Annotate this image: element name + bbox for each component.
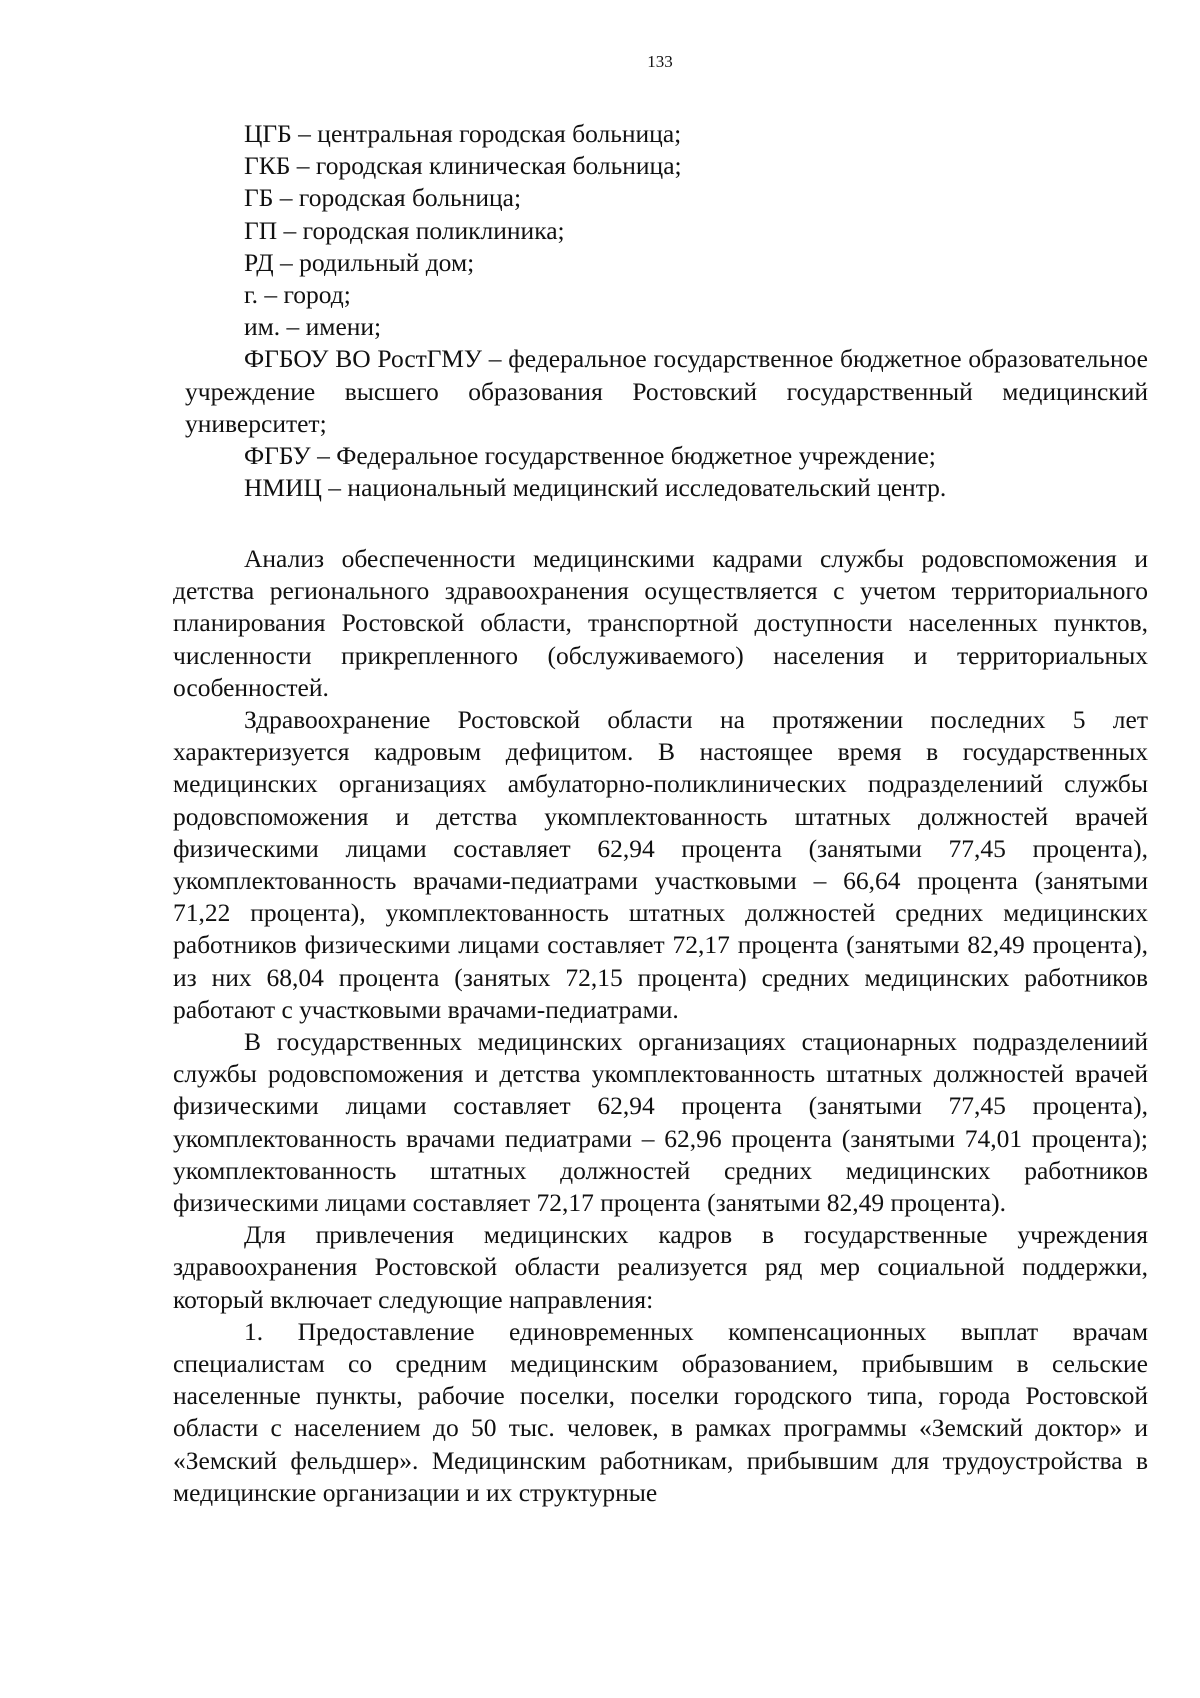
abbreviation-item: ГБ – городская больница; [244,183,522,213]
abbreviation-item: ФГБОУ ВО РостГМУ – федеральное государственное бюджетное образовательное учреждение высшего образования Ростовский государственный медицинский университет; [185,344,1148,438]
abbreviation-item: г. – город; [244,280,351,310]
abbreviation-item: ЦГБ – центральная городская больница; [244,119,682,148]
abbreviation-item: им. – имени; [244,312,382,342]
list-item-paragraph: 1. Предоставление единовременных компенсационных выплат врачам специалистам со средним медицинским образованием, прибывшим в сельские населенные пункты, рабочие поселки, поселки городского типа, города Ростовской области с населением до 50 тыс. человек, в рамках программы «Земский доктор» и «Земский фельдшер». Медицинским работникам, прибывшим для трудоустройства в медицинские организации и их структурные [173,1316,1148,1507]
paragraph: Анализ обеспеченности медицинскими кадрами службы родовспоможения и детства регионального здравоохранения осуществляется с учетом территориального планирования Ростовской области, транспортной доступности населенных пунктов, численности прикрепленного (обслуживаемого) населения и территориальных особенностей. [173,544,1148,702]
abbreviation-list [185,118,1148,504]
body-text [173,543,1148,1509]
paragraph: Здравоохранение Ростовской области на протяжении последних 5 лет характеризуется кадровым дефицитом. В настоящее время в государственных медицинских организациях амбулаторно-поликлинических подразделениий службы родовспоможения и детства укомплектованность штатных должностей врачей физическими лицами составляет 62,94 процента (занятыми 77,45 процента), укомплектованность врачами-педиатрами участковыми – 66,64 процента (занятыми 71,22 процента), укомплектованность штатных должностей средних медицинских работников физическими лицами составляет 72,17 процента (занятыми 82,49 процента), из них 68,04 процента (занятых 72,15 процента) средних медицинских работников работают с участковыми врачами-педиатрами. [173,705,1148,1024]
page-number: 133 [647,52,673,71]
paragraph: Для привлечения медицинских кадров в государственные учреждения здравоохранения Ростовской области реализуется ряд мер социальной поддержки, который включает следующие направления: [173,1220,1148,1314]
abbreviation-item: РД – родильный дом; [244,247,475,277]
abbreviation-item: ГКБ – городская клиническая больница; [244,151,682,181]
abbreviation-item: ФГБУ – Федеральное государственное бюджетное учреждение; [244,441,936,471]
abbreviation-item: ГП – городская поликлиника; [244,215,565,245]
abbreviation-item: НМИЦ – национальный медицинский исследовательский центр. [244,473,947,503]
paragraph: В государственных медицинских организациях стационарных подразделениий службы родовспоможения и детства укомплектованность штатных должностей врачей физическими лицами составляет 62,94 процента (занятыми 77,45 процента), укомплектованность врачами педиатрами – 62,96 процента (занятыми 74,01 процента); укомплектованность штатных должностей средних медицинских работников физическими лицами составляет 72,17 процента (занятыми 82,49 процента). [173,1027,1148,1218]
